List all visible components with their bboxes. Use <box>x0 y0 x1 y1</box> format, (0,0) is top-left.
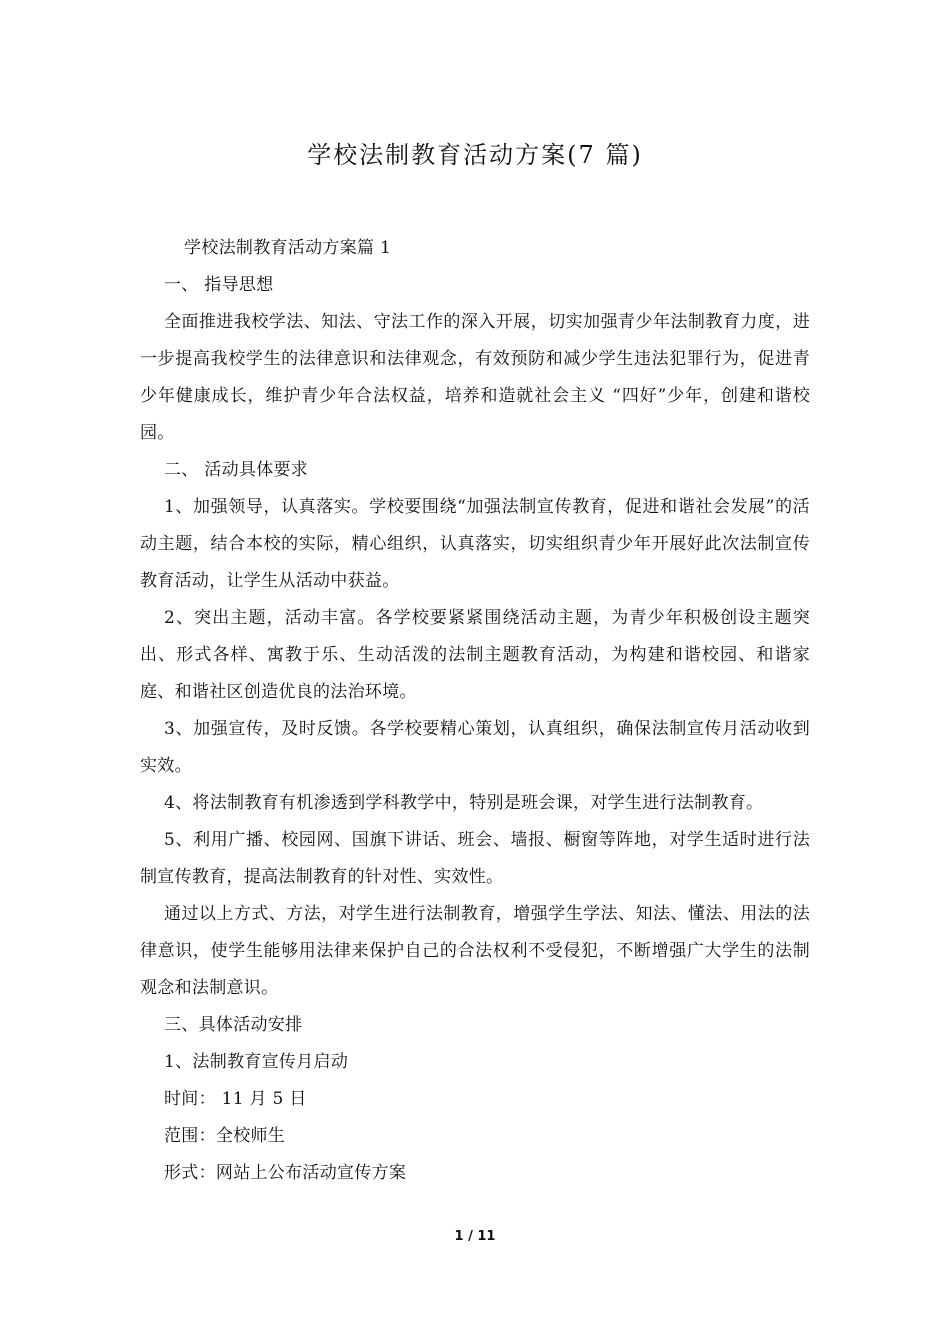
document-title: 学校法制教育活动方案(7 篇) <box>307 141 643 169</box>
paragraph: 1、加强领导，认真落实。学校要围绕“加强法制宣传教育，促进和谐社会发展”的活动主题，结合本校的实际，精心组织，认真落实，切实组织青少年开展好此次法制宣传教育活动，让学生从活动中获益。 <box>140 497 810 591</box>
paragraph: 形式：网站上公布活动宣传方案 <box>164 1163 407 1183</box>
paragraph: 4、将法制教育有机渗透到学科教学中，特别是班会课，对学生进行法制教育。 <box>164 793 764 813</box>
paragraph: 时间： 11 月 5 日 <box>164 1089 307 1109</box>
section-heading-2: 二、 活动具体要求 <box>164 460 309 480</box>
paragraph: 范围：全校师生 <box>164 1126 286 1146</box>
document-subtitle: 学校法制教育活动方案篇 1 <box>184 238 392 258</box>
paragraph: 2、突出主题，活动丰富。各学校要紧紧围绕活动主题，为青少年积极创设主题突出、形式各样、寓教于乐、生动活泼的法制主题教育活动，为构建和谐校园、和谐家庭、和谐社区创造优良的法治环境。 <box>140 608 810 702</box>
paragraph: 通过以上方式、方法，对学生进行法制教育，增强学生学法、知法、懂法、用法的法律意识，使学生能够用法律来保护自己的合法权利不受侵犯，不断增强广大学生的法制观念和法制意识。 <box>140 904 810 998</box>
page-number: 1 / 11 <box>454 1229 496 1244</box>
paragraph: 1、法制教育宣传月启动 <box>164 1052 349 1072</box>
paragraph: 5、利用广播、校园网、国旗下讲话、班会、墙报、橱窗等阵地，对学生适时进行法制宣传教育，提高法制教育的针对性、实效性。 <box>140 830 810 887</box>
paragraph: 3、加强宣传，及时反馈。各学校要精心策划，认真组织，确保法制宣传月活动收到实效。 <box>140 719 810 776</box>
paragraph: 全面推进我校学法、知法、守法工作的深入开展，切实加强青少年法制教育力度，进一步提高我校学生的法律意识和法律观念，有效预防和减少学生违法犯罪行为，促进青少年健康成长，维护青少年合法权益，培养和造就社会主义 “四好”少年，创建和谐校园。 <box>140 312 810 443</box>
section-heading-3: 三、具体活动安排 <box>164 1015 303 1035</box>
document-body <box>140 230 810 1192</box>
section-heading-1: 一、 指导思想 <box>164 275 274 295</box>
